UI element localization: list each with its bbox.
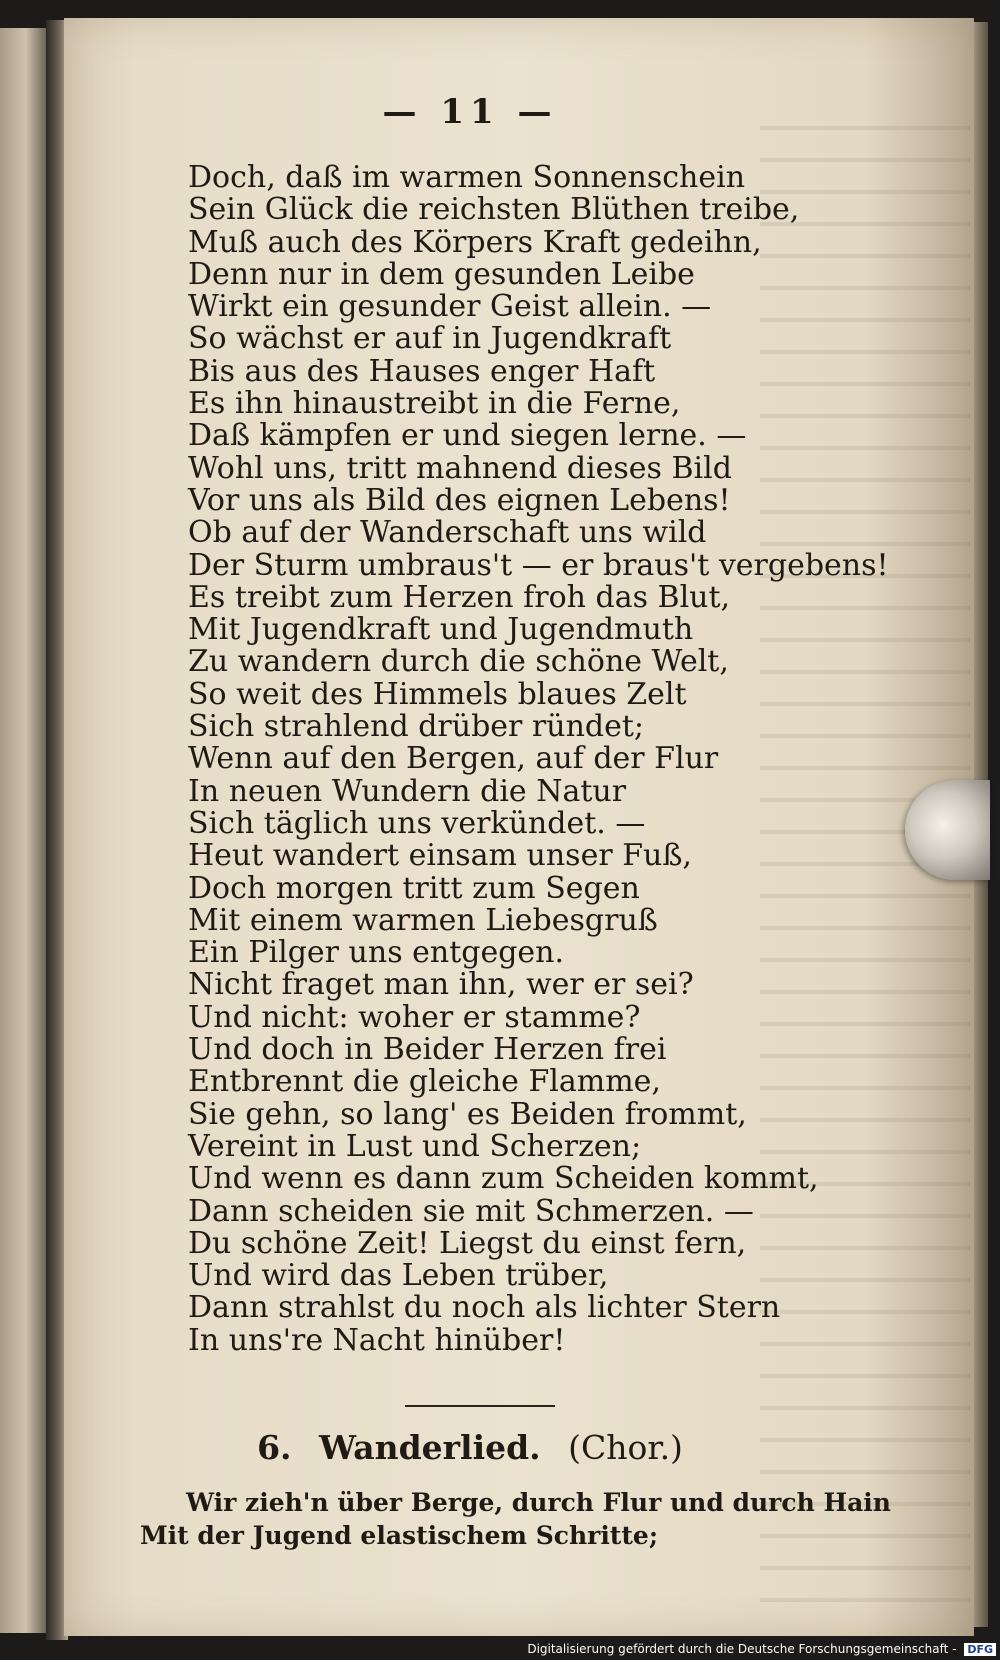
poem-line: Daß kämpfen er und siegen lerne. — xyxy=(188,418,747,454)
section-divider xyxy=(405,1405,555,1407)
section-line: Wir zieh'n über Berge, durch Flur und durch Hain xyxy=(186,1488,891,1517)
poem-line: In uns're Nacht hinüber! xyxy=(188,1322,566,1358)
poem-line: Und doch in Beider Herzen frei xyxy=(188,1032,667,1068)
section-note: (Chor.) xyxy=(568,1428,683,1467)
poem-line: Bis aus des Hauses enger Haft xyxy=(188,353,656,389)
poem-line: Entbrennt die gleiche Flamme, xyxy=(188,1064,661,1100)
poem-line: Mit Jugendkraft und Jugendmuth xyxy=(188,612,694,648)
poem-line: Wenn auf den Bergen, auf der Flur xyxy=(188,741,719,777)
footer-text: Digitalisierung gefördert durch die Deutsche Forschungsgemeinschaft - xyxy=(527,1642,957,1656)
poem-line: Du schöne Zeit! Liegst du einst fern, xyxy=(188,1225,747,1261)
poem-line: Wirkt ein gesunder Geist allein. — xyxy=(188,289,712,325)
poem-line: Mit einem warmen Liebesgruß xyxy=(188,902,658,938)
section-title: Wanderlied. xyxy=(319,1428,541,1467)
poem-line: Ein Pilger uns entgegen. xyxy=(188,935,565,971)
funding-footer xyxy=(527,1642,996,1656)
poem-line: So weit des Himmels blaues Zelt xyxy=(188,676,687,712)
poem-line: Sie gehn, so lang' es Beiden frommt, xyxy=(188,1096,747,1132)
poem-line: Vereint in Lust und Scherzen; xyxy=(188,1128,642,1164)
poem-line: Heut wandert einsam unser Fuß, xyxy=(188,838,692,874)
poem-line: Dann scheiden sie mit Schmerzen. — xyxy=(188,1193,754,1229)
poem-verse xyxy=(188,162,889,1357)
dfg-logo: DFG xyxy=(964,1643,996,1656)
poem-line: Doch, daß im warmen Sonnenschein xyxy=(188,160,746,195)
poem-line: Vor uns als Bild des eignen Lebens! xyxy=(188,482,731,518)
facing-page-edge xyxy=(0,28,46,1633)
poem-line: Muß auch des Körpers Kraft gedeihn, xyxy=(188,224,762,260)
poem-line: Und wird das Leben trüber, xyxy=(188,1258,609,1294)
poem-line: Denn nur in dem gesunden Leibe xyxy=(188,256,695,292)
page-number: — 11 — xyxy=(382,92,558,132)
poem-line: Sein Glück die reichsten Blüthen treibe, xyxy=(188,192,800,228)
poem-line: Es treibt zum Herzen froh das Blut, xyxy=(188,579,731,615)
poem-line: In neuen Wundern die Natur xyxy=(188,773,627,809)
poem-line: Doch morgen tritt zum Segen xyxy=(188,870,640,906)
poem-line: Und wenn es dann zum Scheiden kommt, xyxy=(188,1161,819,1197)
poem-line: Sich strahlend drüber ründet; xyxy=(188,709,645,745)
poem-line: Und nicht: woher er stamme? xyxy=(188,999,641,1035)
poem-line: Der Sturm umbraus't — er braus't vergebens! xyxy=(188,547,889,583)
poem-line: Nicht fraget man ihn, wer er sei? xyxy=(188,967,694,1003)
poem-line: Wohl uns, tritt mahnend dieses Bild xyxy=(188,450,732,486)
poem-line: Dann strahlst du noch als lichter Stern xyxy=(188,1290,781,1326)
section-number: 6. xyxy=(257,1428,292,1467)
poem-line: So wächst er auf in Jugendkraft xyxy=(188,321,672,357)
section-verse xyxy=(140,1486,891,1552)
section-heading xyxy=(150,1428,790,1467)
poem-line: Sich täglich uns verkündet. — xyxy=(188,805,646,841)
poem-line: Ob auf der Wanderschaft uns wild xyxy=(188,515,707,551)
poem-line: Zu wandern durch die schöne Welt, xyxy=(188,644,729,680)
poem-line: Es ihn hinaustreibt in die Ferne, xyxy=(188,386,681,422)
section-line: Mit der Jugend elastischem Schritte; xyxy=(140,1521,659,1550)
